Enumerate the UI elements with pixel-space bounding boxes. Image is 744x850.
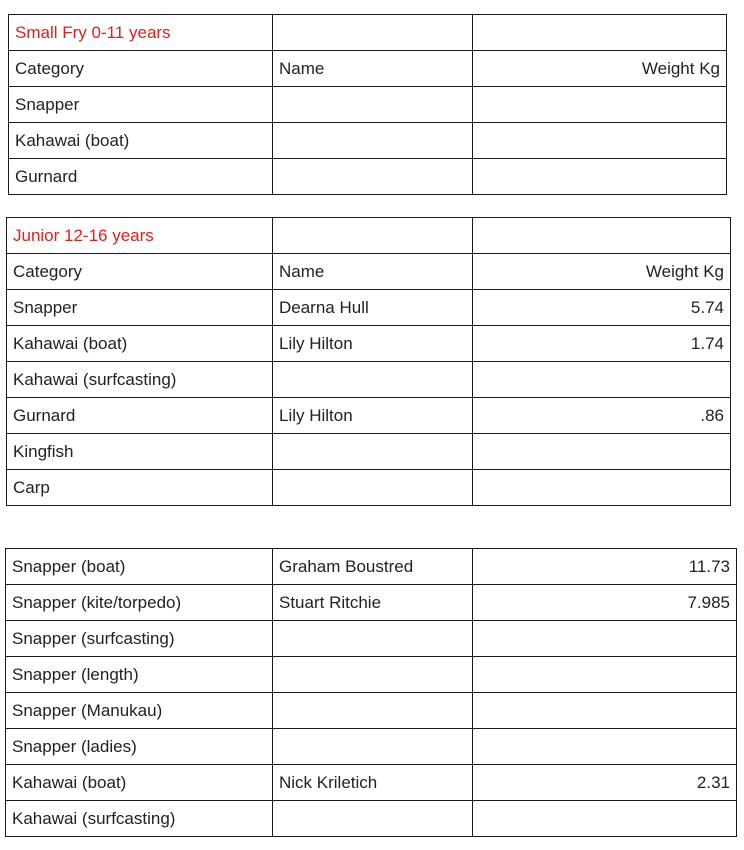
weight-cell: 1.74 — [473, 326, 731, 362]
column-header-weight: Weight Kg — [473, 51, 727, 87]
weight-cell — [473, 159, 727, 195]
table-row — [6, 693, 737, 729]
category-cell: Gurnard — [9, 159, 273, 195]
category-cell: Snapper (kite/torpedo) — [6, 585, 273, 621]
weight-cell: 2.31 — [473, 765, 737, 801]
table-row — [7, 326, 731, 362]
weight-cell — [473, 434, 731, 470]
table-row — [6, 657, 737, 693]
name-cell — [273, 621, 473, 657]
table-row — [9, 159, 727, 195]
table-header-row — [7, 254, 731, 290]
category-cell: Kahawai (boat) — [6, 765, 273, 801]
table-row — [6, 585, 737, 621]
table-title-row — [7, 218, 731, 254]
small-fry-table — [8, 14, 727, 195]
weight-cell — [473, 362, 731, 398]
category-cell: Snapper (boat) — [6, 549, 273, 585]
name-cell — [273, 159, 473, 195]
category-cell: Snapper — [9, 87, 273, 123]
weight-cell: 11.73 — [473, 549, 737, 585]
table-row — [7, 362, 731, 398]
name-cell — [273, 693, 473, 729]
junior-table — [6, 217, 731, 506]
weight-cell — [473, 123, 727, 159]
category-cell: Kahawai (surfcasting) — [7, 362, 273, 398]
table-row — [6, 729, 737, 765]
table-row — [6, 801, 737, 837]
column-header-name: Name — [273, 254, 473, 290]
name-cell — [273, 123, 473, 159]
name-cell — [273, 801, 473, 837]
category-cell: Kahawai (boat) — [7, 326, 273, 362]
section-title: Small Fry 0-11 years — [9, 15, 273, 51]
weight-cell — [473, 657, 737, 693]
name-cell — [273, 362, 473, 398]
name-cell: Dearna Hull — [273, 290, 473, 326]
name-cell — [273, 470, 473, 506]
table-cell — [473, 218, 731, 254]
weight-cell — [473, 470, 731, 506]
category-cell: Kahawai (boat) — [9, 123, 273, 159]
weight-cell — [473, 621, 737, 657]
column-header-weight: Weight Kg — [473, 254, 731, 290]
category-cell: Kahawai (surfcasting) — [6, 801, 273, 837]
section-title: Junior 12-16 years — [7, 218, 273, 254]
name-cell — [273, 729, 473, 765]
table-row — [6, 765, 737, 801]
category-cell: Carp — [7, 470, 273, 506]
table-cell — [273, 15, 473, 51]
name-cell: Lily Hilton — [273, 398, 473, 434]
table-header-row — [9, 51, 727, 87]
category-cell: Snapper — [7, 290, 273, 326]
category-cell: Gurnard — [7, 398, 273, 434]
table-row — [7, 470, 731, 506]
name-cell: Nick Kriletich — [273, 765, 473, 801]
table-row — [7, 434, 731, 470]
name-cell: Stuart Ritchie — [273, 585, 473, 621]
open-table — [5, 548, 737, 837]
name-cell: Lily Hilton — [273, 326, 473, 362]
table-row — [6, 621, 737, 657]
weight-cell — [473, 87, 727, 123]
column-header-name: Name — [273, 51, 473, 87]
name-cell: Graham Boustred — [273, 549, 473, 585]
weight-cell — [473, 801, 737, 837]
weight-cell — [473, 729, 737, 765]
category-cell: Kingfish — [7, 434, 273, 470]
category-cell: Snapper (ladies) — [6, 729, 273, 765]
category-cell: Snapper (surfcasting) — [6, 621, 273, 657]
table-title-row — [9, 15, 727, 51]
weight-cell: 7.985 — [473, 585, 737, 621]
table-row — [7, 290, 731, 326]
column-header-category: Category — [9, 51, 273, 87]
weight-cell: 5.74 — [473, 290, 731, 326]
table-cell — [273, 218, 473, 254]
column-header-category: Category — [7, 254, 273, 290]
table-row — [6, 549, 737, 585]
weight-cell — [473, 693, 737, 729]
table-row — [9, 87, 727, 123]
name-cell — [273, 87, 473, 123]
weight-cell: .86 — [473, 398, 731, 434]
table-row — [7, 398, 731, 434]
category-cell: Snapper (length) — [6, 657, 273, 693]
table-cell — [473, 15, 727, 51]
name-cell — [273, 657, 473, 693]
name-cell — [273, 434, 473, 470]
category-cell: Snapper (Manukau) — [6, 693, 273, 729]
table-row — [9, 123, 727, 159]
